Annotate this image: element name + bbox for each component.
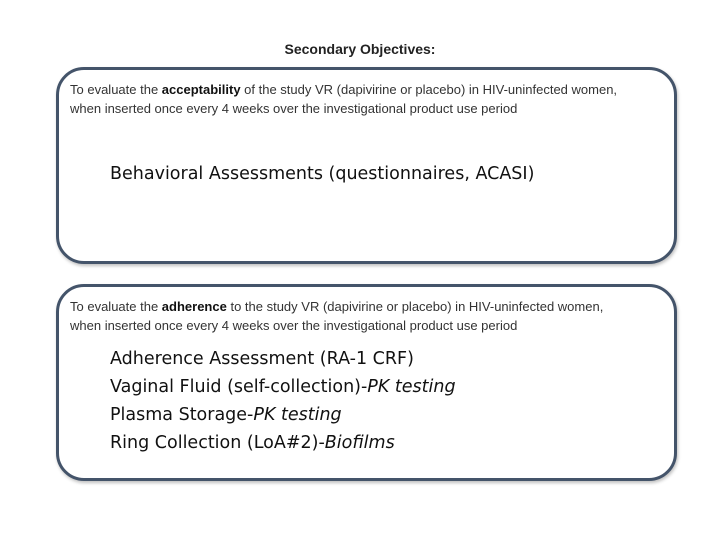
objective-line-2: when inserted once every 4 weeks over the investigational product use period (70, 318, 518, 333)
assessment-adherence-crf (110, 345, 456, 373)
objective-keyword-adherence: adherence (161, 299, 227, 314)
assessment-text: Vaginal Fluid (self-collection)- (110, 377, 368, 397)
assessment-emphasis: Biofilms (324, 433, 395, 453)
acceptability-assessments (110, 160, 534, 188)
objective-prefix: To evaluate the (70, 82, 162, 97)
objective-suffix: to the study VR (dapivirine or placebo) in HIV-uninfected women, (226, 299, 604, 314)
assessment-emphasis: PK testing (367, 377, 456, 397)
secondary-objectives-title: Secondary Objectives: (284, 41, 436, 57)
objective-suffix: of the study VR (dapivirine or placebo) in HIV-uninfected women, (240, 82, 618, 97)
objective-prefix: To evaluate the (70, 299, 162, 314)
adherence-assessments (110, 345, 456, 457)
assessment-vaginal-fluid (110, 373, 456, 401)
assessment-emphasis: PK testing (253, 405, 342, 425)
adherence-objective-text (70, 297, 668, 335)
objective-keyword-acceptability: acceptability (161, 82, 241, 97)
assessment-behavioral: Behavioral Assessments (questionnaires, ACASI) (110, 164, 535, 184)
assessment-text: Ring Collection (LoA#2)- (110, 433, 325, 453)
objective-line-2: when inserted once every 4 weeks over the investigational product use period (70, 101, 518, 116)
assessment-text: Adherence Assessment (RA-1 CRF) (110, 349, 414, 369)
assessment-ring-collection (110, 429, 456, 457)
assessment-plasma-storage (110, 401, 456, 429)
assessment-text: Plasma Storage- (110, 405, 254, 425)
acceptability-objective-text (70, 80, 668, 118)
